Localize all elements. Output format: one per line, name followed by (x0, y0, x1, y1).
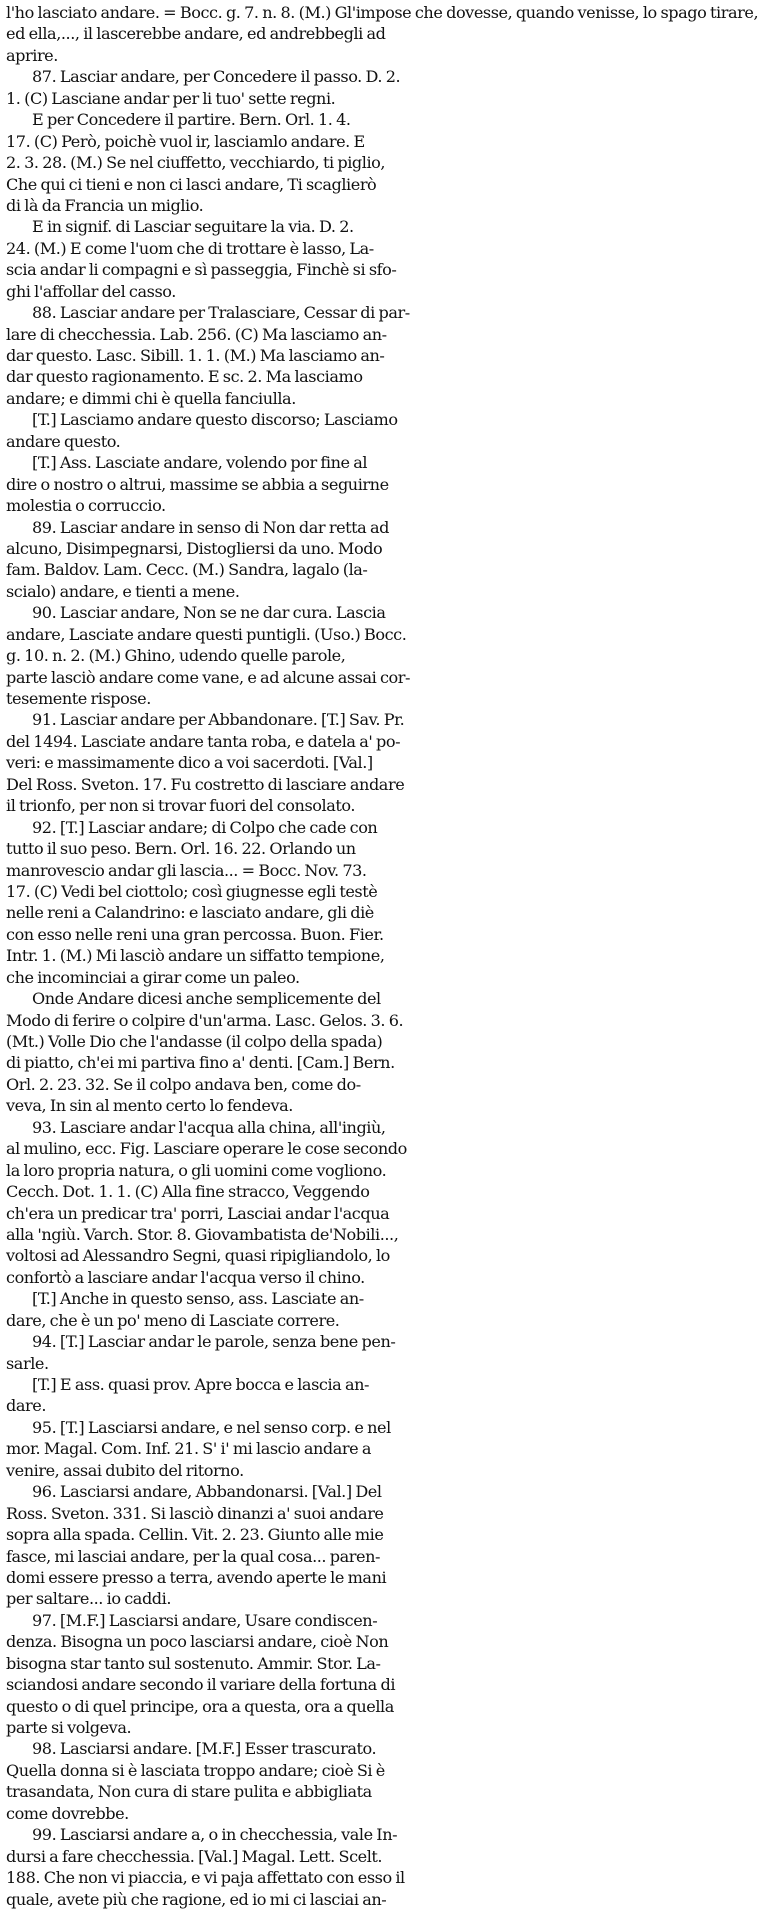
text-line: sopra alla spada. Cellin. Vit. 2. 23. Giunto alle mie (6, 1525, 384, 1545)
text-line: nelle reni a Calandrino: e lasciato andare, gli diè (6, 903, 374, 923)
text-line: fam. Baldov. Lam. Cecc. (M.) Sandra, lagalo (la- (6, 560, 368, 580)
text-line: [T.] Ass. Lasciate andare, volendo por fine al (32, 453, 368, 473)
text-line: E in signif. di Lasciar seguitare la via. D. 2. (32, 217, 354, 237)
text-line: alcuno, Disimpegnarsi, Distogliersi da uno. Modo (6, 538, 383, 558)
text-line: 2. 3. 28. (M.) Se nel ciuffetto, vecchiardo, ti piglio, (6, 153, 386, 173)
entry-94-heading: 94. [T.] Lasciar andar le parole, senza bene pen- (32, 1332, 396, 1352)
text-line: 17. (C) Vedi bel ciottolo; così giugnesse egli testè (6, 881, 378, 901)
text-line: mor. Magal. Com. Inf. 21. S' i' mi lascio andare a (6, 1439, 372, 1459)
text-line: lare di checchessia. Lab. 256. (C) Ma lasciamo an- (6, 324, 387, 344)
text-line: Modo di ferire o colpire d'un'arma. Lasc. Gelos. 3. 6. (6, 1010, 404, 1030)
text-line: bisogna star tanto sul sostenuto. Ammir. Stor. La- (6, 1653, 381, 1673)
text-line: ch'era un predicar tra' porri, Lasciai andar l'acqua (6, 1203, 390, 1223)
text-line: [T.] Lasciamo andare questo discorso; Lasciamo (32, 410, 398, 430)
text-line: 1. (C) Lasciane andar per li tuo' sette regni. (6, 88, 336, 108)
text-line: Che qui ci tieni e non ci lasci andare, Ti scaglierò (6, 174, 377, 194)
entry-93-heading: 93. Lasciare andar l'acqua alla china, all'ingiù, (32, 1117, 386, 1137)
text-line: tesemente rispose. (6, 689, 151, 708)
text-line: veri: e massimamente dico a voi sacerdoti. [Val.] (6, 753, 373, 773)
text-line: voltosi ad Alessandro Segni, quasi ripigliandolo, lo (6, 1246, 390, 1266)
text-line: Onde Andare dicesi anche semplicemente del (32, 989, 381, 1009)
text-line: 24. (M.) E come l'uom che di trottare è lasso, La- (6, 238, 374, 258)
text-line: di piatto, ch'ei mi partiva fino a' denti. [Cam.] Bern. (6, 1053, 395, 1073)
text-line: parte si volgeva. (6, 1718, 132, 1737)
text-line: alla 'ngiù. Varch. Stor. 8. Giovambatista de'Nobili..., (6, 1224, 399, 1244)
text-line: sciandosi andare secondo il variare della fortuna di (6, 1675, 396, 1695)
text-line: tutto il suo peso. Bern. Orl. 16. 22. Orlando un (6, 839, 356, 859)
text-line: per saltare... io caddi. (6, 1589, 172, 1609)
text-line: l'ho lasciato andare. = Bocc. g. 7. n. 8. (M.) Gl'impose che dovesse, quando venisse, lo spago tirare, (6, 3, 758, 22)
entry-98-heading: 98. Lasciarsi andare. [M.F.] Esser trascurato. (32, 1739, 377, 1759)
text-line: con esso nelle reni una gran percossa. Buon. Fier. (6, 924, 384, 944)
entry-95-heading: 95. [T.] Lasciarsi andare, e nel senso corp. e nel (32, 1417, 391, 1437)
text-line: il trionfo, per non si trovar fuori del consolato. (6, 796, 355, 816)
text-line: venire, assai dubito del ritorno. (6, 1460, 244, 1480)
text-line: ed ella,..., il lascerebbe andare, ed andrebbegli ad (6, 24, 386, 44)
text-line: denza. Bisogna un poco lasciarsi andare, cioè Non (6, 1632, 389, 1652)
text-line: dare. (6, 1396, 46, 1416)
text-line: di là da Francia un miglio. (6, 195, 204, 215)
text-line: andare, Lasciate andare questi puntigli. (Uso.) Bocc. (6, 624, 407, 644)
text-line: scialo) andare, e tienti a mene. (6, 581, 240, 601)
text-line: aprire. (6, 45, 58, 65)
text-line: dare, che è un po' meno di Lasciate correre. (6, 1310, 340, 1330)
text-line: 17. (C) Però, poichè vuol ir, lasciamlo andare. E (6, 131, 365, 151)
text-line: Orl. 2. 23. 32. Se il colpo andava ben, come do- (6, 1074, 361, 1094)
text-line: trasandata, Non cura di stare pulita e abbigliata (6, 1782, 372, 1802)
entry-91-heading: 91. Lasciar andare per Abbandonare. [T.] Sav. Pr. (32, 710, 405, 730)
text-line: Ross. Sveton. 331. Si lasciò dinanzi a' suoi andare (6, 1503, 384, 1523)
text-line: che incominciai a girar come un paleo. (6, 967, 300, 987)
entry-89-heading: 89. Lasciar andare in senso di Non dar retta ad (32, 517, 389, 537)
text-line: dar questo. Lasc. Sibill. 1. 1. (M.) Ma lasciamo an- (6, 346, 385, 365)
text-line: andare; e dimmi chi è quella fanciulla. (6, 388, 296, 408)
text-line: [T.] Anche in questo senso, ass. Lasciate an- (32, 1289, 364, 1309)
text-line: (Mt.) Volle Dio che l'andasse (il colpo della spada) (6, 1032, 383, 1051)
text-line: E per Concedere il partire. Bern. Orl. 1. 4. (32, 110, 351, 130)
text-line: Intr. 1. (M.) Mi lasciò andare un siffatto tempione, (6, 946, 385, 966)
entry-87-heading: 87. Lasciar andare, per Concedere il passo. D. 2. (32, 67, 401, 87)
text-line: la loro propria natura, o gli uomini come vogliono. (6, 1160, 387, 1180)
entry-97-heading: 97. [M.F.] Lasciarsi andare, Usare condiscen- (32, 1610, 378, 1630)
text-line: domi essere presso a terra, avendo aperte le mani (6, 1567, 387, 1587)
entry-88-heading: 88. Lasciar andare per Tralasciare, Cessar di par- (32, 303, 410, 323)
text-line: Del Ross. Sveton. 17. Fu costretto di lasciare andare (6, 774, 405, 794)
text-line: andare questo. (6, 431, 121, 451)
text-line: dire o nostro o altrui, massime se abbia a seguirne (6, 474, 389, 494)
text-line: come dovrebbe. (6, 1803, 129, 1823)
text-line: scia andar li compagni e sì passeggia, Finchè si sfo- (6, 260, 397, 280)
text-line: fasce, mi lasciai andare, per la qual cosa... paren- (6, 1546, 380, 1566)
text-line: quale, avete più che ragione, ed io mi ci lasciai an- (6, 1889, 387, 1909)
text-line: parte lasciò andare come vane, e ad alcune assai cor- (6, 667, 410, 687)
entry-96-heading: 96. Lasciarsi andare, Abbandonarsi. [Val.] Del (32, 1482, 382, 1502)
entry-92-heading: 92. [T.] Lasciar andare; di Colpo che cade con (32, 817, 378, 837)
text-line: manrovescio andar gli lascia... = Bocc. Nov. 73. (6, 860, 367, 880)
text-line: del 1494. Lasciate andare tanta roba, e datela a' po- (6, 731, 401, 751)
text-line: [T.] E ass. quasi prov. Apre bocca e lascia an- (32, 1375, 369, 1394)
text-line: ghi l'affollar del casso. (6, 281, 176, 301)
text-line: Quella donna si è lasciata troppo andare; cioè Si è (6, 1760, 385, 1780)
text-line: 188. Che non vi piaccia, e vi paja affettato con esso il (6, 1868, 405, 1888)
text-line: veva, In sin al mento certo lo fendeva. (6, 1096, 293, 1116)
text-line: g. 10. n. 2. (M.) Ghino, udendo quelle parole, (6, 646, 346, 666)
entry-99-heading: 99. Lasciarsi andare a, o in checchessia, vale In- (32, 1825, 398, 1845)
text-line: dursi a fare checchessia. [Val.] Magal. Lett. Scelt. (6, 1846, 383, 1866)
text-line: sarle. (6, 1353, 49, 1373)
text-line: dar questo ragionamento. E sc. 2. Ma lasciamo (6, 367, 363, 387)
text-line: confortò a lasciare andar l'acqua verso il chino. (6, 1267, 365, 1287)
entry-90-heading: 90. Lasciar andare, Non se ne dar cura. Lascia (32, 603, 386, 623)
text-line: Cecch. Dot. 1. 1. (C) Alla fine stracco, Veggendo (6, 1182, 370, 1202)
text-line: questo o di quel principe, ora a questa, ora a quella (6, 1696, 394, 1716)
text-line: al mulino, ecc. Fig. Lasciare operare le cose secondo (6, 1139, 407, 1159)
text-line: molestia o corruccio. (6, 496, 166, 516)
